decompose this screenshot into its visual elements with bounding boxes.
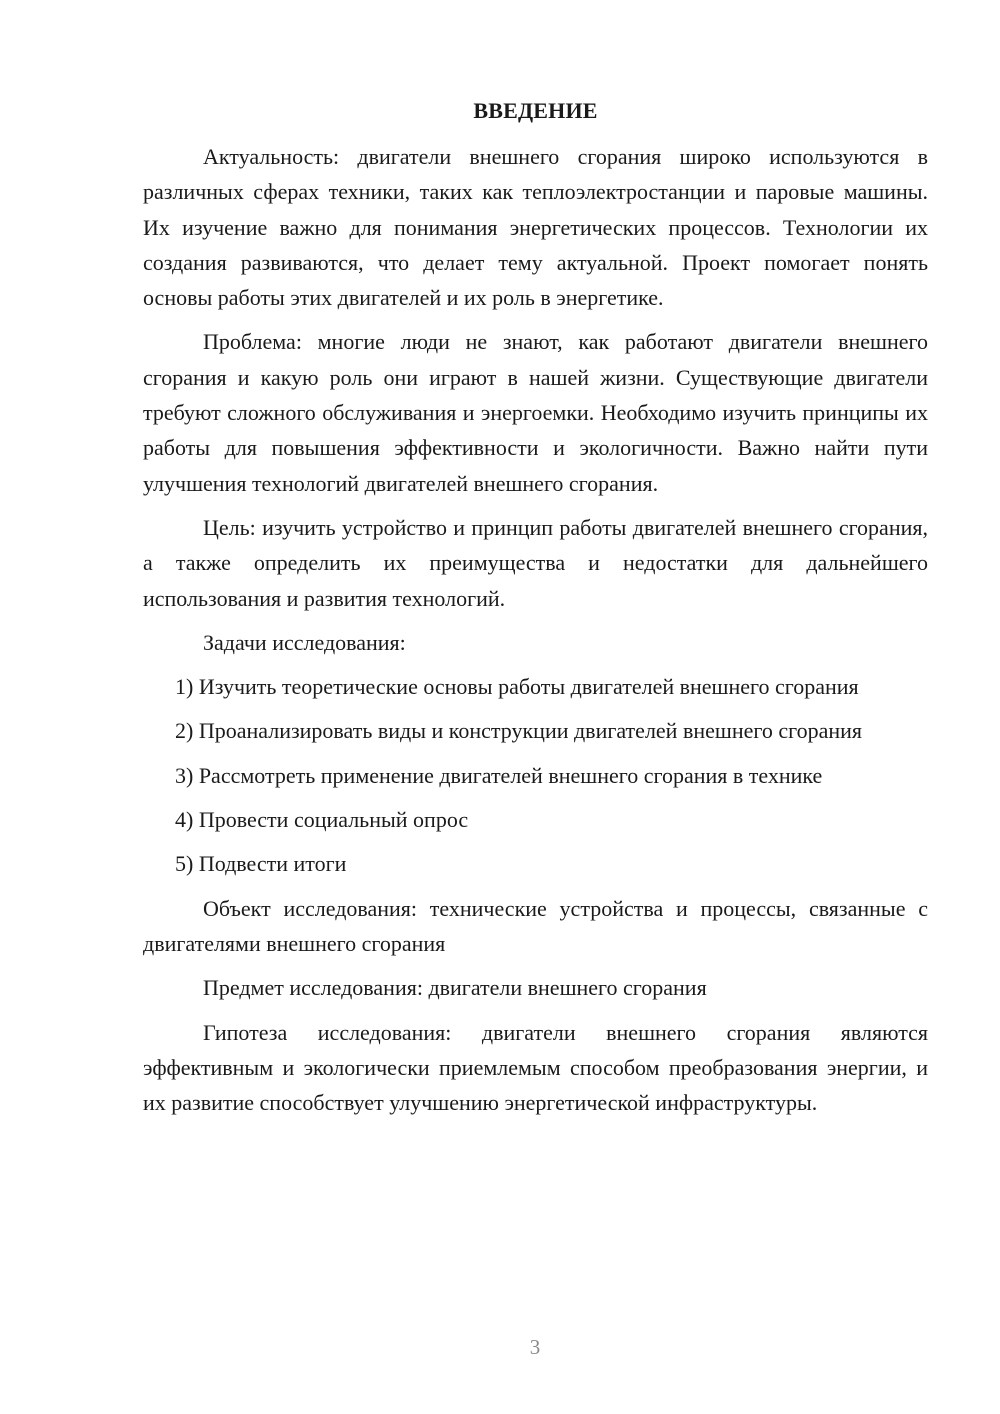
page-number: 3 bbox=[529, 1335, 541, 1359]
list-item: 2) Проанализировать виды и конструкции двигателей внешнего сгорания bbox=[175, 718, 863, 744]
tasks-list bbox=[143, 669, 928, 881]
subject-paragraph: Предмет исследования: двигатели внешнего сгорания bbox=[203, 975, 707, 1001]
list-item: 5) Подвести итоги bbox=[175, 851, 347, 877]
problem-paragraph: Проблема: многие люди не знают, как работают двигатели внешнего сгорания и какую роль они играют в нашей жизни. Существующие двигатели требуют сложного обслуживания и энергоемки. Необходимо изучить принципы их работы для повышения эффективности и экологичности. Важно найти пути улучшения технологий двигателей внешнего сгорания. bbox=[143, 329, 928, 496]
list-item: 4) Провести социальный опрос bbox=[175, 807, 469, 833]
page-body bbox=[143, 96, 928, 1129]
page-title: ВВЕДЕНИЕ bbox=[473, 98, 598, 123]
list-item: 3) Рассмотреть применение двигателей внешнего сгорания в технике bbox=[175, 762, 823, 788]
relevance-paragraph: Актуальность: двигатели внешнего сгорания широко используются в различных сферах техники, таких как теплоэлектростанции и паровые машины. Их изучение важно для понимания энергетических процессов. Технологии их создания развиваются, что делает тему актуальной. Проект помогает понять основы работы этих двигателей и их роль в энергетике. bbox=[143, 144, 928, 311]
list-item: 1) Изучить теоретические основы работы двигателей внешнего сгорания bbox=[175, 674, 859, 700]
goal-paragraph: Цель: изучить устройство и принцип работы двигателей внешнего сгорания, а также определить их преимущества и недостатки для дальнейшего использования и развития технологий. bbox=[143, 514, 928, 611]
hypothesis-paragraph: Гипотеза исследования: двигатели внешнего сгорания являются эффективным и экологически приемлемым способом преобразования энергии, и их развитие способствует улучшению энергетической инфраструктуры. bbox=[143, 1019, 928, 1116]
object-paragraph: Объект исследования: технические устройства и процессы, связанные с двигателями внешнего сгорания bbox=[143, 895, 928, 956]
tasks-heading: Задачи исследования: bbox=[203, 629, 406, 655]
